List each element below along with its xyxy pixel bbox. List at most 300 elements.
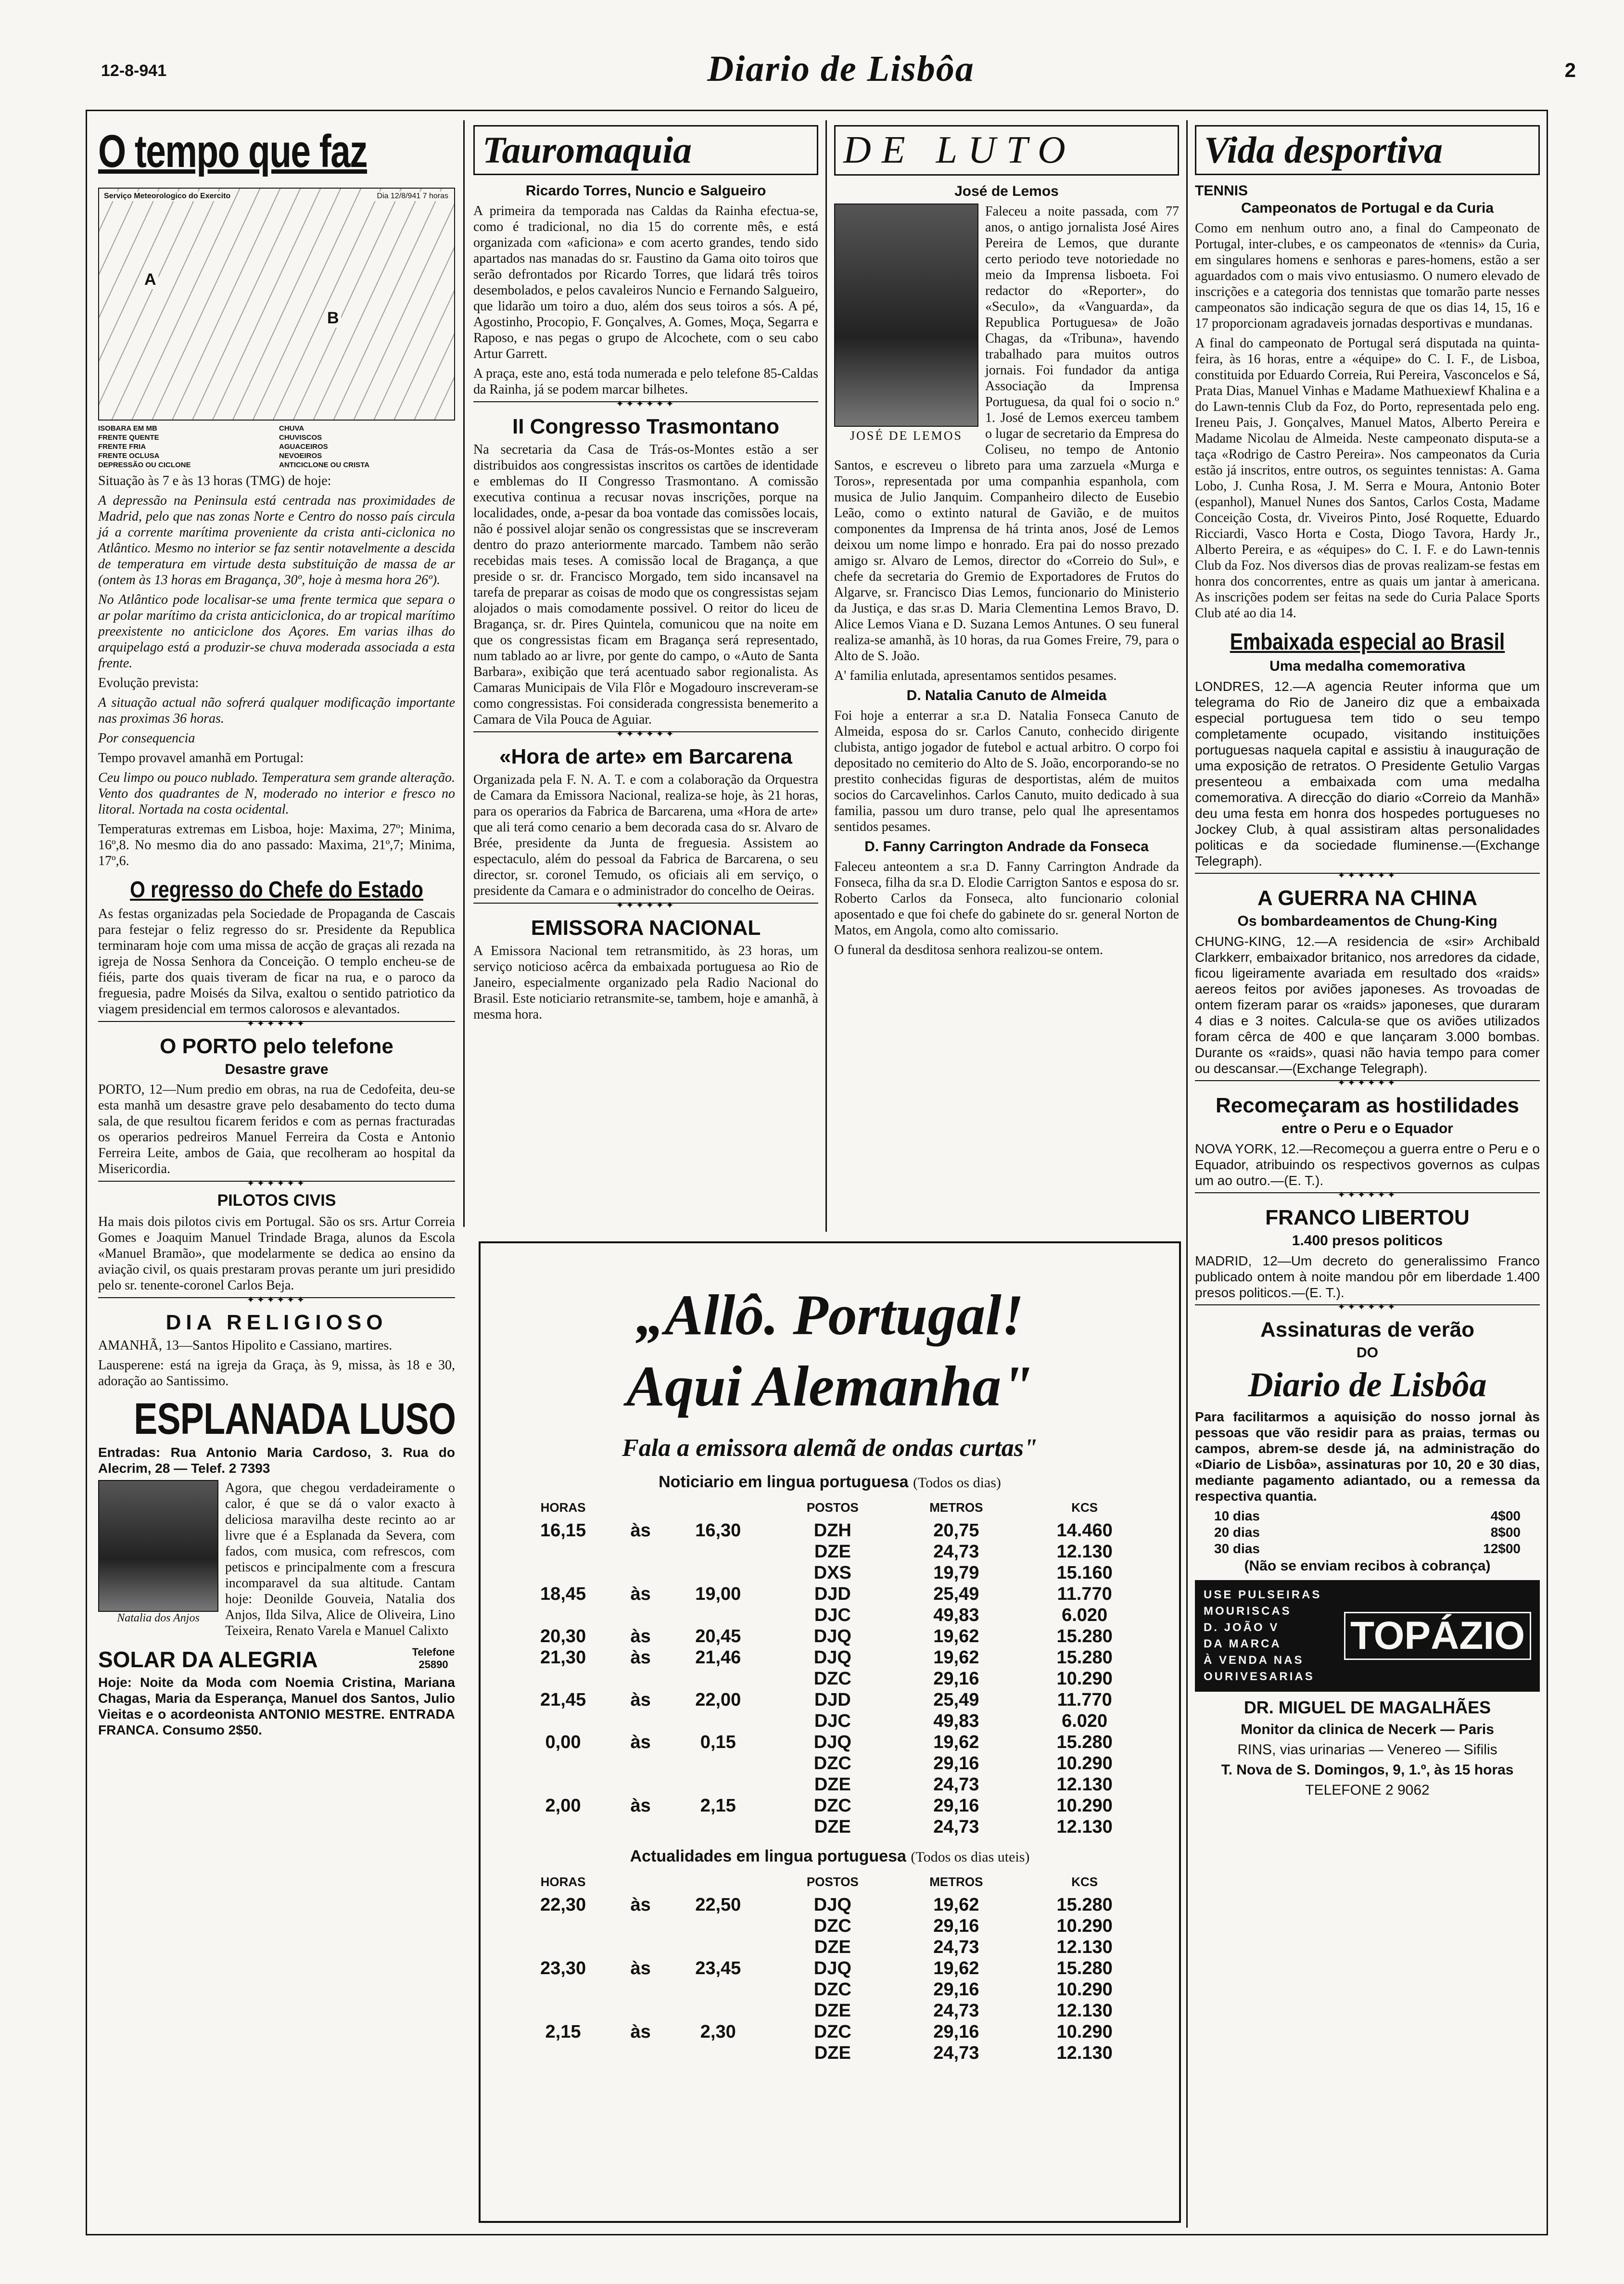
schedule-cell: 0,15 [700, 1732, 736, 1752]
schedule-row [509, 1605, 1150, 1626]
price-value: 12$00 [1483, 1541, 1521, 1556]
schedule-header: METROS [929, 1875, 983, 1889]
depression-marker: B [325, 309, 341, 328]
topazio-line: À VENDA NAS OURIVESARIAS [1204, 1654, 1315, 1683]
schedule-cell: 21,30 [540, 1647, 586, 1668]
assinaturas-note: (Não se enviam recibos à cobrança) [1244, 1558, 1491, 1574]
page-header [101, 48, 1581, 106]
schedule-cell: 2,15 [545, 2022, 581, 2042]
schedule-header [664, 1873, 772, 1894]
schedule-cell: DXS [813, 1563, 851, 1583]
schedule-row [509, 1894, 1150, 1915]
schedule-cell: 20,30 [540, 1626, 586, 1646]
ad-headline: „Allô. Portugal! [635, 1283, 1024, 1347]
legend-item: CHUVA [279, 424, 304, 433]
schedule-cell: DZE [814, 1817, 851, 1837]
separator-ornament: ✦✦✦✦✦✦ [1195, 1080, 1540, 1085]
solar-phone: Telefone 25890 [412, 1646, 455, 1671]
topazio-brand: TOPÁZIO [1344, 1612, 1531, 1660]
medico-line: TELEFONE 2 9062 [1305, 1782, 1430, 1798]
schedule-cell: 19,62 [933, 1626, 979, 1646]
schedule-row [509, 1710, 1150, 1732]
schedule-cell: às [630, 1520, 651, 1541]
schedule-cell: DZC [813, 1796, 851, 1816]
issue-date: 12-8-941 [101, 62, 167, 80]
schedule-cell: 22,50 [695, 1895, 741, 1915]
schedule-cell: DJQ [813, 1626, 851, 1646]
schedule-cell: DZE [814, 2001, 851, 2021]
schedule-cell [509, 1816, 617, 1837]
schedule-header: HORAS [540, 1500, 586, 1515]
schedule-cell [509, 2000, 617, 2021]
singer-photo [98, 1480, 218, 1612]
legend-item: ISOBARA EM MB [98, 424, 157, 433]
schedule-cell: DJQ [813, 1958, 851, 1978]
luto-title: DE LUTO [834, 125, 1179, 176]
schedule-cell: 2,15 [700, 1796, 736, 1816]
schedule-cell: 12.130 [1056, 2001, 1113, 2021]
schedule-cell: 24,73 [933, 1937, 979, 1957]
schedule-cell [617, 2000, 664, 2021]
schedule-cell [509, 1937, 617, 1958]
schedule-cell: 24,73 [933, 1542, 979, 1562]
schedule-row [509, 2042, 1150, 2064]
desporto-paragraph: Como em nenhum outro ano, a final do Campeonato de Portugal, inter-clubes, e os campeonatos de «tennis» da Curia, em singulares homens e senhoras e pares-homens, estão a ser aguardados com o mais vivo entusiasmo. O numero elevado de inscrições e a categoria dos tennistas que tomarão parte nesses campeonatos são indicação segura de que os dias 14, 15, 16 e 17 proporcionam agradaveis jornadas desportivas e mundanas. [1195, 221, 1540, 331]
ad-tagline: Fala a emissora alemã de ondas curtas" [622, 1434, 1038, 1462]
schedule-cell [664, 1937, 772, 1958]
schedule-cell: 19,79 [933, 1563, 979, 1583]
tauromaquia-paragraph: A praça, este ano, está toda numerada e pelo telefone 85-Caldas da Rainha, já se podem marcar bilhetes. [473, 366, 818, 397]
schedule-row [509, 1583, 1150, 1605]
schedule-cell: 23,30 [540, 1958, 586, 1978]
legend-item: NEVOEIROS [279, 452, 322, 460]
schedule-heading [509, 1473, 1150, 1492]
schedule-cell: 15.280 [1056, 1626, 1113, 1646]
anticyclone-marker: A [142, 270, 158, 289]
schedule-cell [664, 1915, 772, 1937]
schedule-cell: 29,16 [933, 1916, 979, 1936]
schedule-cell [509, 1541, 617, 1562]
weather-paragraph: Temperaturas extremas em Lisboa, hoje: Maxima, 27º; Minima, 16º,8. No mesmo dia do ano passado: Maxima, 21º,7; Minima, 17º,6. [98, 822, 455, 868]
schedule-cell: DZE [814, 2043, 851, 2063]
schedule-cell [617, 1541, 664, 1562]
schedule-cell: 15.280 [1056, 1895, 1113, 1915]
separator-ornament: ✦✦✦✦✦✦ [473, 903, 818, 907]
legend-item: FRENTE OCLUSA [98, 452, 160, 460]
tauromaquia-title: Tauromaquia [473, 125, 818, 175]
schedule-cell: 12.130 [1056, 2043, 1113, 2063]
schedule-cell: 12.130 [1056, 1937, 1113, 1957]
schedule-header: METROS [929, 1500, 983, 1515]
schedule-cell [664, 1668, 772, 1689]
schedule-cell [664, 1753, 772, 1774]
medico-line: Monitor da clinica de Necerk — Paris [1241, 1722, 1494, 1737]
schedule-cell: 19,62 [933, 1647, 979, 1668]
schedule-cell: às [630, 1796, 651, 1816]
map-source-label: Serviço Meteorologico do Exercito [102, 191, 232, 201]
hostilidades-subtitle: entre o Peru e o Equador [1281, 1121, 1453, 1136]
schedule-cell: às [630, 1690, 651, 1710]
schedule-cell [617, 1753, 664, 1774]
schedule-cell: 21,45 [540, 1690, 586, 1710]
schedule-cell: DJQ [813, 1732, 851, 1752]
schedule-cell [617, 2042, 664, 2064]
schedule-cell: 18,45 [540, 1584, 586, 1604]
separator-ornament: ✦✦✦✦✦✦ [1195, 1192, 1540, 1197]
solar-header [98, 1643, 455, 1674]
weather-map [98, 188, 455, 421]
schedule-cell: 12.130 [1056, 1817, 1113, 1837]
schedule-cell: 11.770 [1057, 1690, 1112, 1710]
embaixada-title: Embaixada especial ao Brasil [1230, 629, 1505, 655]
schedule-cell: DZH [813, 1520, 851, 1541]
schedule-cell: 49,83 [933, 1711, 979, 1731]
schedule-cell [664, 1710, 772, 1732]
map-date-label: Dia 12/8/941 7 horas [375, 191, 450, 201]
tennis-subtitle: Campeonatos de Portugal e da Curia [1241, 200, 1494, 216]
separator-ornament: ✦✦✦✦✦✦ [98, 1297, 455, 1302]
schedule-cell [617, 1774, 664, 1795]
schedule-cell: 11.770 [1057, 1584, 1112, 1604]
portrait-block [834, 204, 978, 443]
schedule-cell: 12.130 [1056, 1542, 1113, 1562]
schedule-cell [664, 2042, 772, 2064]
schedule-cell [664, 1605, 772, 1626]
medico-line: RINS, vias urinarias — Venereo — Sifilis [1237, 1742, 1497, 1758]
schedule-cell: às [630, 1895, 651, 1915]
schedule-cell [509, 1562, 617, 1583]
column-rule [463, 120, 465, 1227]
religioso-title: DIA RELIGIOSO [165, 1311, 388, 1334]
column-rule [825, 120, 827, 1232]
obituary-paragraph: O funeral da desditosa senhora realizou-se ontem. [834, 943, 1104, 957]
separator-ornament: ✦✦✦✦✦✦ [98, 1021, 455, 1026]
assinaturas-masthead: Diario de Lisbôa [1248, 1365, 1487, 1404]
schedule-row [509, 1753, 1150, 1774]
schedule-cell [509, 1774, 617, 1795]
schedule-header [617, 1498, 664, 1520]
schedule-cell [664, 1979, 772, 2000]
column-weather [91, 120, 462, 2228]
column-luto [827, 120, 1186, 1237]
schedule-cell: DZE [814, 1542, 851, 1562]
schedule-cell: 20,75 [933, 1520, 979, 1541]
chefe-title: O regresso do Chefe do Estado [130, 877, 423, 903]
schedule-row [509, 1668, 1150, 1689]
schedule-cell: 29,16 [933, 1796, 979, 1816]
schedule-row [509, 1937, 1150, 1958]
weather-paragraph: Evolução prevista: [98, 676, 199, 690]
schedule-cell: 24,73 [933, 2001, 979, 2021]
schedule-cell: às [630, 1584, 651, 1604]
schedule-cell: 15.160 [1056, 1563, 1113, 1583]
schedule-row [509, 2021, 1150, 2042]
schedule-cell: 22,30 [540, 1895, 586, 1915]
separator-ornament: ✦✦✦✦✦✦ [473, 401, 818, 406]
schedule-cell: 2,00 [545, 1796, 581, 1816]
solar-title: SOLAR DA ALEGRIA [98, 1647, 318, 1672]
religioso-paragraph: AMANHÃ, 13—Santos Hipolito e Cassiano, martires. [98, 1338, 393, 1353]
religioso-paragraph: Lausperene: está na igreja da Graça, às 9, missa, às 18 e 30, adoração ao Santissimo. [98, 1358, 455, 1389]
chefe-body: As festas organizadas pela Sociedade de Propaganda de Cascais para festejar o feliz regresso do sr. Presidente da Republica terminaram hoje com uma missa de acção de graças ali rezada na igreja de Nossa Senhora da Conceição. O templo encheu-se de fiéis, parte dos quais tiveram de ficar na rua, e o paroco da freguesia, padre Moisés da Silva, exaltou o sentido patriotico da viagem presidencial em termos calorosos e alevantados. [98, 906, 455, 1017]
schedule-cell: 10.290 [1056, 1979, 1113, 2000]
hostilidades-title: Recomeçaram as hostilidades [1216, 1094, 1519, 1117]
schedule-cell: 10.290 [1056, 1796, 1113, 1816]
schedule-cell [617, 1915, 664, 1937]
schedule-header: KCS [1071, 1500, 1098, 1515]
schedule-cell [509, 1668, 617, 1689]
emissora-body: A Emissora Nacional tem retransmitido, às 23 horas, um serviço noticioso acêrca da embaixada portuguesa ao Rio de Janeiro, especialmente organizado pela Radio Nacional do Brasil. Este noticiario retransmite-se, tambem, hoje e amanhã, à mesma hora. [473, 944, 818, 1022]
weather-paragraph: No Atlântico pode localisar-se uma frente termica que separa o ar polar marítimo da crista anticiclonica, do ar tropical marítimo preexistente no anticiclone dos Açores. Em varias ilhas do arquipelago está a produzir-se chuva moderada associada a esta frente. [98, 592, 455, 671]
schedule-cell: 15.280 [1056, 1647, 1113, 1668]
schedule-cell: 25,49 [933, 1690, 979, 1710]
legend-item: ANTICICLONE OU CRISTA [279, 461, 370, 469]
schedule-cell: 16,30 [695, 1520, 741, 1541]
schedule-row [509, 1795, 1150, 1816]
schedule-cell: 19,00 [695, 1584, 741, 1604]
hostilidades-body: NOVA YORK, 12.—Recomeçou a guerra entre o Peru e o Equador, atribuindo os respectivos governos as culpas um ao outro.—(E. T.). [1195, 1141, 1540, 1188]
ad-headline: Aqui Alemanha" [626, 1354, 1033, 1418]
assinaturas-body: Para facilitarmos a aquisição do nosso jornal às pessoas que vão residir para as praias, termas ou campos, abrem-se desde já, na administração do «Diario de Lisbôa», assinaturas por 10, 20 e 30 dias, mediante pagamento adiantado, ou a remessa da respectiva quantia. [1195, 1409, 1540, 1504]
portrait-photo [834, 204, 978, 427]
schedule-header [617, 1873, 664, 1894]
topazio-ad [1195, 1580, 1540, 1692]
masthead: Diario de Lisbôa [707, 49, 975, 89]
weather-paragraph: A situação actual não sofrerá qualquer modificação importante nas proximas 36 horas. [98, 695, 455, 726]
schedule-cell: 24,73 [933, 2043, 979, 2063]
esplanada-block [98, 1480, 455, 1643]
schedule-cell: 20,45 [695, 1626, 741, 1646]
schedule-cell: 29,16 [933, 2022, 979, 2042]
desporto-title: Vida desportiva [1195, 125, 1540, 175]
embaixada-body: LONDRES, 12.—A agencia Reuter informa que um telegrama do Rio de Janeiro diz que a embaixada especial portuguesa tem tido o seu tempo completamente ocupado, visitando instituições portuguesas naquela capital e assistiu à inauguração de uma exposição de retratos. O Presidente Getulio Vargas presenteou a embaixada com uma medalha comemorativa. A direcção do diario «Correio da Manhã» deu uma festa em honra dos hospedes portugueses no Jockey Club, à qual assistiram altas personalidades politicas e da sociedade fluminense.—(Exchange Telegraph). [1195, 679, 1540, 868]
legend-item: AGUACEIROS [279, 443, 328, 451]
schedule-row [509, 1520, 1150, 1541]
schedule-cell [617, 1668, 664, 1689]
schedule-cell [617, 1710, 664, 1732]
schedule-cell: 10.290 [1056, 2022, 1113, 2042]
schedule-table [509, 1873, 1150, 2064]
tennis-label: TENNIS [1195, 183, 1248, 199]
schedule-cell: 49,83 [933, 1605, 979, 1625]
weather-paragraph: Por consequencia [98, 731, 195, 746]
separator-ornament: ✦✦✦✦✦✦ [1195, 1304, 1540, 1309]
franco-subtitle: 1.400 presos politicos [1292, 1233, 1443, 1249]
schedule-cell: 25,49 [933, 1584, 979, 1604]
column-desporto [1188, 120, 1547, 2228]
schedule-cell: 19,62 [933, 1958, 979, 1978]
schedule-heading-note: (Todos os dias uteis) [911, 1849, 1030, 1865]
schedule-cell [509, 1979, 617, 2000]
schedule-row [509, 1562, 1150, 1583]
schedule-cell [664, 1774, 772, 1795]
schedule-cell: 29,16 [933, 1669, 979, 1689]
schedule-row [509, 1626, 1150, 1647]
schedule-cell: DZC [813, 1669, 851, 1689]
schedule-header: POSTOS [806, 1875, 859, 1889]
separator-ornament: ✦✦✦✦✦✦ [473, 731, 818, 736]
assinaturas-title: Assinaturas de verão [1260, 1318, 1475, 1341]
schedule-cell [617, 1562, 664, 1583]
price-days: 10 dias [1214, 1508, 1260, 1523]
schedule-cell: 15.280 [1056, 1732, 1113, 1752]
schedule-header [664, 1498, 772, 1520]
schedule-cell: DJC [814, 1711, 851, 1731]
schedule-cell: 16,15 [540, 1520, 586, 1541]
obituary-name: D. Fanny Carrington Andrade da Fonseca [864, 839, 1149, 855]
weather-paragraph: Situação às 7 e às 13 horas (TMG) de hoje: [98, 473, 331, 488]
franco-title: FRANCO LIBERTOU [1265, 1206, 1470, 1229]
schedule-cell: DZE [814, 1774, 851, 1795]
map-legend [98, 424, 455, 469]
schedule-cell: às [630, 1647, 651, 1668]
congresso-body: Na secretaria da Casa de Trás-os-Montes estão a ser distribuidos aos congressistas inscritos os cartões de identidade e emblemas do II Congresso Trasmontano. A comissão executiva continua a recusar novas inscrições, porque na localidades, onde, a-pesar da boa vontade das comissões locais, não é possivel alojar senão os congressistas que se inscreveram dentro do prazo anteriormente marcado. Tambem não serão recebidas mais teses. A comissão local de Bragança, a que preside o sr. dr. Francisco Morgado, tem sido incansavel na tarefa de preparar as coisas de modo que os congressistas sejam alojados o mais comodamente possivel. O reitor do liceu de Bragança, sr. dr. Pires Quintela, comunicou que na noite em que os congressistas ficam em Bragança será representado, num tablado ao ar livre, por gente do campo, o «Auto de Santa Barbara», exibição que terá acentuado sabor regionalista. As Camaras Municipais de Vila Flôr e Mogadouro inscreveram-se como congressistas. Foi considerada congressista benemerito a Camara de Vila Pouca de Aguiar. [473, 442, 818, 727]
column-rule [1186, 120, 1188, 2228]
schedule-cell [509, 1915, 617, 1937]
schedule-row [509, 1958, 1150, 1979]
schedule-header: KCS [1071, 1875, 1098, 1889]
porto-title: O PORTO pelo telefone [160, 1034, 393, 1058]
pilotos-body: Ha mais dois pilotos civis em Portugal. São os srs. Artur Correia Gomes e Joaquim Manuel Trindade Braga, alunos da Escola «Manuel Bramão», que modelarmente se dedica ao ensino da aviação civil, os quais prestaram provas perante um juri presidido pelo sr. tenente-coronel Carlos Beja. [98, 1214, 455, 1293]
esplanada-address: Entradas: Rua Antonio Maria Cardoso, 3. Rua do Alecrim, 28 — Telef. 2 7393 [98, 1445, 455, 1476]
topazio-line: DA MARCA [1204, 1637, 1281, 1650]
tauromaquia-subtitle: Ricardo Torres, Nuncio e Salgueiro [525, 183, 766, 199]
esplanada-title: ESPLANADA LUSO [134, 1394, 456, 1443]
schedule-heading-text: Noticiario em lingua portuguesa [659, 1473, 909, 1491]
price-value: 4$00 [1490, 1508, 1521, 1523]
schedule-cell: 21,46 [695, 1647, 741, 1668]
pilotos-title: PILOTOS CIVIS [217, 1191, 336, 1210]
topazio-line: D. JOÃO V [1204, 1621, 1280, 1634]
schedule-header: HORAS [540, 1875, 586, 1889]
weather-paragraph: A depressão na Peninsula está centrada nas proximidades de Madrid, pelo que nas zonas Norte e Centro do nosso país circula já a corrente marítima proveniente da crista anti-ciclonica no Atlântico. Mesmo no interior se faz sentir notavelmente a descida de temperatura em virtude desta substituição de massa de ar (ontem às 13 horas em Bragança, 30º, hoje à mesma hora 26º). [98, 493, 455, 587]
obituary-paragraph: Faleceu anteontem a sr.a D. Fanny Carrington Andrade da Fonseca, filha da sr.a D. Elodie Carrigton Santos e esposa do sr. Roberto Carlos da Fonseca, alto funcionario colonial aposentado e que foi chefe do gabinete do sr. general Norton de Matos, em Angola, como alto comissario. [834, 859, 1179, 938]
schedule-cell [617, 1816, 664, 1837]
medico-line: T. Nova de S. Domingos, 9, 1.º, às 15 horas [1221, 1762, 1514, 1778]
obituary-name: José de Lemos [954, 183, 1059, 199]
schedule-row [509, 1979, 1150, 2000]
schedule-cell: DZC [813, 2022, 851, 2042]
schedule-heading-text: Actualidades em lingua portuguesa [630, 1847, 906, 1865]
schedule-cell: 29,16 [933, 1979, 979, 2000]
franco-body: MADRID, 12—Um decreto do generalissimo Franco publicado ontem à noite mandou pôr em liberdade 1.400 presos politicos.—(E. T.). [1195, 1253, 1540, 1300]
schedule-row [509, 2000, 1150, 2021]
legend-item: DEPRESSÃO OU CICLONE [98, 461, 191, 469]
schedule-heading [509, 1847, 1150, 1866]
page-number: 2 [1564, 59, 1576, 81]
schedule-cell: 0,00 [545, 1732, 581, 1752]
schedule-cell: 29,16 [933, 1753, 979, 1774]
obituary-paragraph: A' familia enlutada, apresentamos sentidos pesames. [834, 668, 1117, 683]
photo-caption: Natalia dos Anjos [117, 1612, 200, 1624]
price-row [1195, 1508, 1540, 1524]
schedule-cell: 10.290 [1056, 1916, 1113, 1936]
schedule-cell: DJQ [813, 1647, 851, 1668]
topazio-line: USE PULSEIRAS MOURISCAS [1204, 1588, 1322, 1618]
schedule-row [509, 1915, 1150, 1937]
china-subtitle: Os bombardeamentos de Chung-King [1237, 913, 1497, 929]
schedule-row [509, 1816, 1150, 1837]
schedule-cell: 6.020 [1062, 1711, 1108, 1731]
schedule-cell [617, 1605, 664, 1626]
weather-paragraph: Tempo provavel amanhã em Portugal: [98, 751, 304, 766]
schedule-cell [509, 1753, 617, 1774]
schedule-cell: às [630, 1958, 651, 1978]
schedule-cell: 15.280 [1056, 1958, 1113, 1978]
schedule-cell: às [630, 2022, 651, 2042]
china-title: A GUERRA NA CHINA [1257, 886, 1478, 910]
china-body: CHUNG-KING, 12.—A residencia de «sir» Archibald Clarkkerr, embaixador britanico, nos arredores da cidade, ficou ligeiramente avariada em resultado dos «raids» aereos feitos por aviões japoneses. As trovoadas de ontem fizeram parar os «raids» japoneses, que duraram 4 dias e 3 noites. Calcula-se que os aviões utilizados foram cêrca de 400 e que lançaram 3.000 bombas. Durante os «raids», quasi não havia tempo para comer ou descansar.—(Exchange Telegraph). [1195, 934, 1540, 1076]
tauromaquia-paragraph: A primeira da temporada nas Caldas da Rainha efectua-se, como é tradicional, no dia 15 do corrente mês, e está organizada com «aficiona» e com acerto grandes, tendo sido apartados nas manadas do sr. Faustino da Gama oito toiros que serão defrontados por Ricardo Torres, que lidará três toiros desembolados, e pelos cavaleiros Nuncio e Fernando Salgueiro, que lidarão um toiro a duo, além dos seus toiros a sós. A pé, Agostinho, Procopio, F. Gonçalves, A. Gomes, Moça, Segarra e Raposo, e nas pegas o grupo de Alcochete, com o seu cabo Artur Garrett. [473, 204, 818, 361]
medico-title: DR. MIGUEL DE MAGALHÃES [1243, 1697, 1491, 1717]
porto-subtitle: Desastre grave [225, 1061, 329, 1077]
schedule-cell [664, 2000, 772, 2021]
schedule-row [509, 1774, 1150, 1795]
schedule-cell: às [630, 1626, 651, 1646]
hora-arte-title: «Hora de arte» em Barcarena [499, 745, 792, 768]
schedule-cell: DZC [813, 1979, 851, 2000]
schedule-cell: 6.020 [1062, 1605, 1108, 1625]
schedule-cell [664, 1541, 772, 1562]
legend-item: CHUVISCOS [279, 434, 322, 442]
price-value: 8$00 [1490, 1525, 1521, 1540]
schedule-cell [509, 2042, 617, 2064]
obituary-paragraph: Foi hoje a enterrar a sr.a D. Natalia Fonseca Canuto de Almeida, esposa do sr. Carlos Canuto, conhecido dirigente clubista, antigo jogador de futebol e actual arbitro. O corpo foi depositado no cemiterio do Alto de S. João, encorporando-se no prestito conhecidas figuras de desportistas, além de muitos socios do Carcavelinhos. Carlos Canuto, muito dedicado à sua familia, passou um duro transe, pelo qual lhe apresentamos sentidos pesames. [834, 708, 1179, 834]
separator-ornament: ✦✦✦✦✦✦ [98, 1181, 455, 1186]
schedule-cell [509, 1605, 617, 1626]
obituary-paragraph: Faleceu a noite passada, com 77 anos, o antigo jornalista José Aires Pereira de Lemos, que durante certo periodo teve notoriedade no meio da Imprensa lisboeta. Foi redactor do «Reporter», do «Seculo», da «Vanguarda», da Republica Portuguesa» de João Chagas, da «Tribuna», havendo trabalhado para muitos outros jornais. Foi fundador da antiga Associação da Imprensa Portuguesa, da qual foi o socio n.º 1. José de Lemos exerceu tambem o lugar de secretario da Empresa do Coliseu, no tempo de Antonio Santos, e escreveu o libreto para uma zarzuela «Murga e Toros», representada por uma companhia espanhola, com musica de Julio Janquim. Companheiro dilecto de Eusebio Leão, como o extinto natural de Gavião, e de muitos componentes da Imprensa de há trinta anos, José de Lemos deixou um nome limpo e honrado. Era pai do nosso prezado amigo sr. Alvaro de Lemos, director do «Correio do Sul», e chefe da secretaria do Gremio de Exportadores de Frutos do Algarve, sr. Francisco Dias Lemos, funcionario do Ministerio da Justiça, e das sr.as D. Maria Clementina Lemos Bravo, D. Alice Lemos Viana e D. Suzana Lemos Antunes. O seu funeral realiza-se amanhã, às 10 horas, da rua Gomes Freire, 79, para o Alto de S. João. [834, 204, 1179, 664]
topazio-text [1204, 1587, 1334, 1685]
schedule-heading-note: (Todos os dias) [913, 1475, 1001, 1491]
schedule-row [509, 1647, 1150, 1668]
porto-body: PORTO, 12—Num predio em obras, na rua de Cedofeita, deu-se esta manhã um desastre grave pelo desabamento do tecto duma sala, de que resultou ficarem feridos e com as pernas fracturadas os operarios pedreiros Manuel Ferreira da Costa e Antonio Ferreira Leite, ambos de Gaia, que recolheram ao hospital da Misericordia. [98, 1082, 455, 1176]
schedule-cell: 10.290 [1056, 1669, 1113, 1689]
schedule-cell: DZE [814, 1937, 851, 1957]
schedule-cell [617, 1937, 664, 1958]
weather-paragraph: Ceu limpo ou pouco nublado. Temperatura sem grande alteração. Vento dos quadrantes de N, moderado no interior e fresco no litoral. Nortada na costa ocidental. [98, 770, 455, 817]
price-row [1195, 1524, 1540, 1541]
schedule-cell: DJQ [813, 1895, 851, 1915]
schedule-cell: 22,00 [695, 1690, 741, 1710]
esplanada-body: Agora, que chegou verdadeiramente o calor, é que se dá o valor exacto à deliciosa maravilha deste recinto ao ar livre que é a Esplanada da Severa, com fados, com musica, com refrescos, com petiscos e principalmente com a frescura incomparavel da sua altitude. Cantam hoje: Deonilde Gouveia, Natalia dos Anjos, Ilda Silva, Alice de Oliveira, Lino Teixeira, Renato Varela e Manuel Calixto [225, 1480, 455, 1638]
schedule-cell [509, 1710, 617, 1732]
embaixada-subtitle: Uma medalha comemorativa [1269, 658, 1465, 674]
schedule-cell: DJD [814, 1690, 851, 1710]
emissora-title: EMISSORA NACIONAL [531, 916, 761, 940]
schedule-cell: 19,62 [933, 1732, 979, 1752]
schedule-row [509, 1732, 1150, 1753]
solar-body: Hoje: Noite da Moda com Noemia Cristina, Mariana Chagas, Maria da Esperança, Manuel dos Santos, Julio Vieitas e o acordeonista ANTONIO MESTRE. ENTRADA FRANCA. Consumo 2$50. [98, 1675, 455, 1737]
schedule-header: POSTOS [806, 1500, 859, 1515]
schedule-cell: às [630, 1732, 651, 1752]
schedule-cell: 2,30 [700, 2022, 736, 2042]
hora-arte-body: Organizada pela F. N. A. T. e com a colaboração da Orquestra de Camara da Emissora Nacional, realiza-se hoje, às 21 horas, para os operarios da Fabrica de Barcarena, uma «Hora de arte» que ali terá como cenario a bem decorada casa do sr. Alvaro de Brée, presidente da Junta de freguesia. Assistem ao espectaculo, além do pessoal da Fabrica de Barcarena, o seu director, sr. coronel Temudo, os oficiais ali em serviço, o presidente da Camara e o administrador do concelho de Oeiras. [473, 772, 818, 898]
schedule-cell: DZC [813, 1753, 851, 1774]
schedule-cell: 24,73 [933, 1817, 979, 1837]
schedule-cell [664, 1562, 772, 1583]
schedule-cell [617, 1979, 664, 2000]
schedule-row [509, 1689, 1150, 1710]
separator-ornament: ✦✦✦✦✦✦ [1195, 873, 1540, 878]
obituary-name: D. Natalia Canuto de Almeida [906, 688, 1107, 703]
price-days: 20 dias [1214, 1525, 1260, 1540]
schedule-cell [664, 1816, 772, 1837]
assinaturas-do: DO [1357, 1345, 1378, 1361]
desporto-paragraph: A final do campeonato de Portugal será disputada na quinta-feira, às 16 horas, entre a «équipe» do C. I. F., de Lisboa, constituida por Eduardo Correia, Rui Pereira, Vasconcelos e Sá, Prata Dias, Manuel Vinhas e Madame Mathuexiewf Khalina e a do Lawn-tennis Club da Foz, do Porto, representada pelo eng. Ireneu Pais, J. Gonçalves, Manuel Matos, Alberto Pereira e Madame Nicolau de Almeida. Neste campeonato disputa-se a taça «Rodrigo de Castro Pereira». Nos campeonatos da Curia estão já inscritos, entre outros, os seguintes tennistas: A. Gama Lobo, J. Cunha Rosa, J. M. Serra e Moura, Antonio Boter (espanhol), Manuel Nunes dos Santos, Carlos Costa, Madame Conceição Costa, dr. Viveiros Pinto, José Roquette, Eduardo Ricciardi, Vasco Horta e Costa, Diogo Tavora, Hardy Jr., Alberto Pereira, e as «équipes» do C. I. F. e do Lawn-tennis Club da Foz. Nos diversos dias de provas realizam-se festas em honra dos concorrentes, entre as quais um jantar à americana. As inscrições podem ser feitas na sede do Curia Palace Sports Club até ao dia 14. [1195, 336, 1540, 621]
legend-item: FRENTE QUENTE [98, 434, 159, 442]
price-days: 30 dias [1214, 1541, 1260, 1556]
schedule-cell: DJC [814, 1605, 851, 1625]
